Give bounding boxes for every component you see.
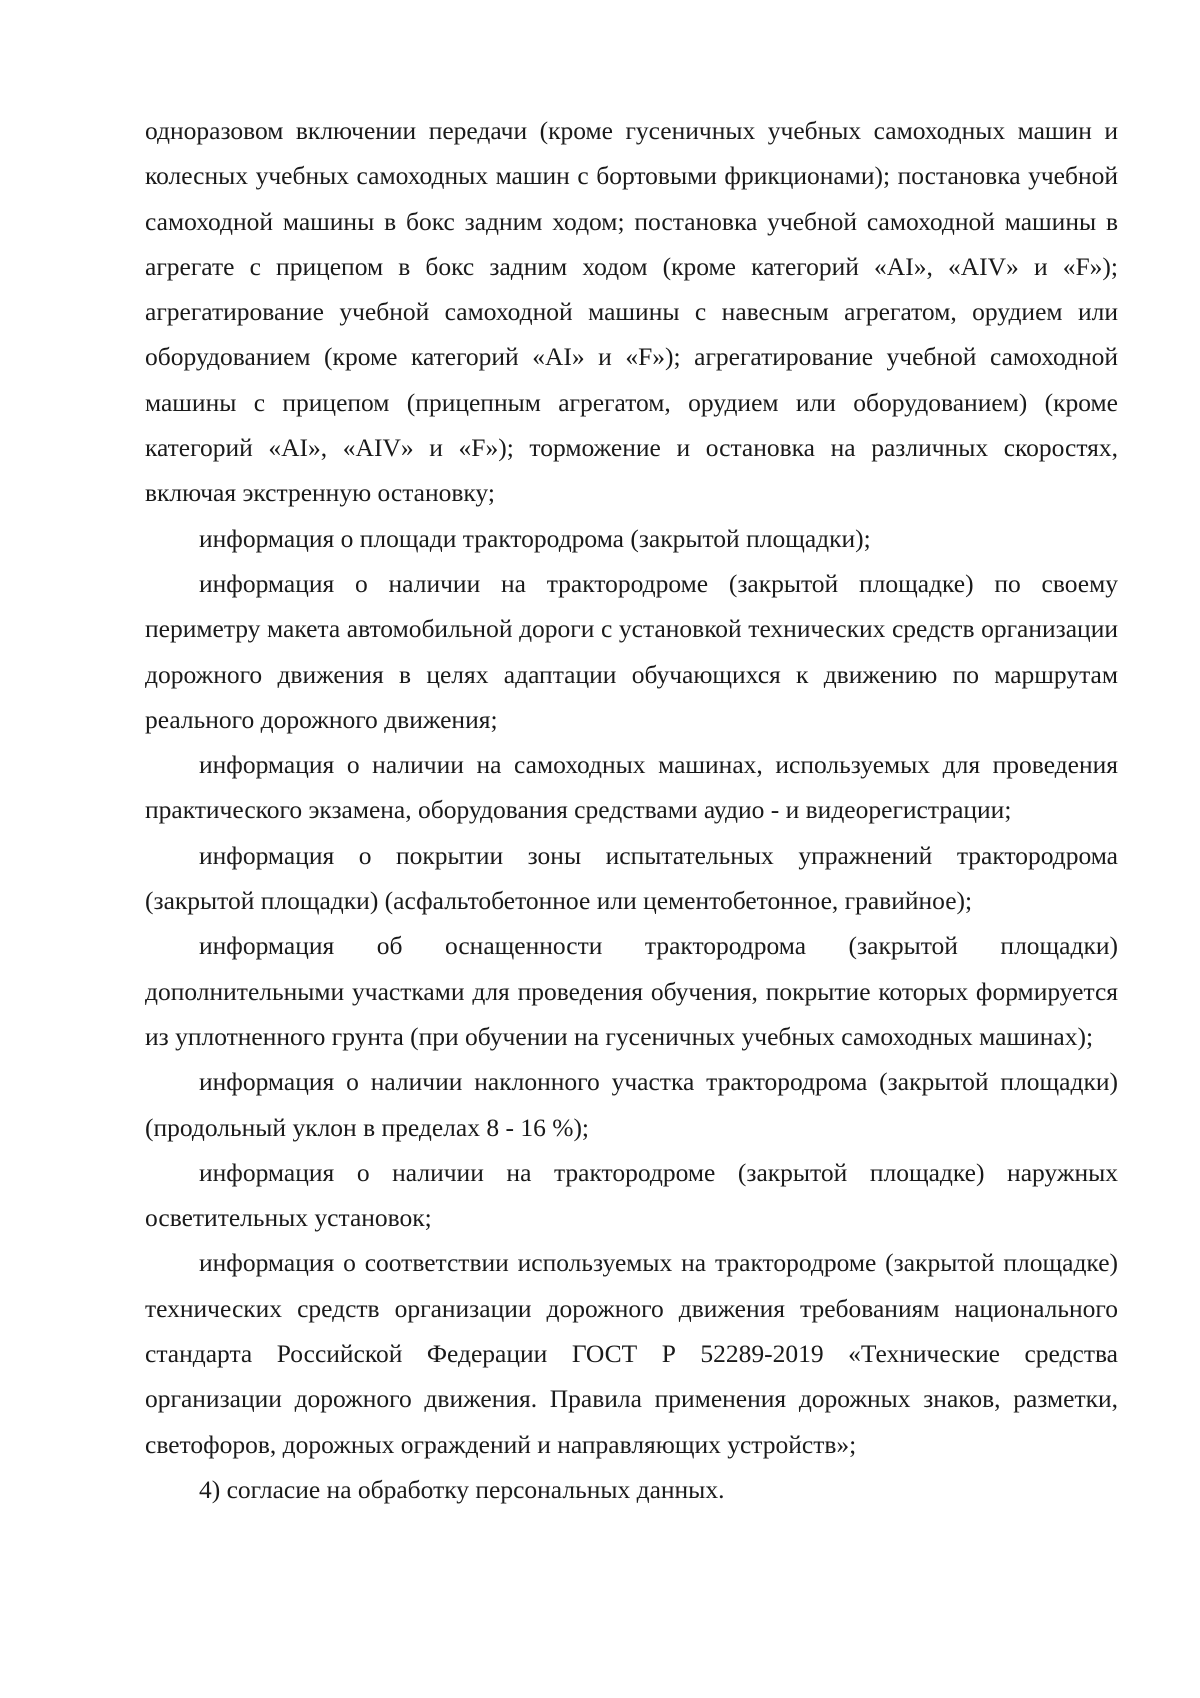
paragraph-standard-compliance-info: информация о соответствии используемых на трактородроме (закрытой площадке) технических средств организации дорожного движения требованиям национального стандарта Российской Федерации ГОСТ Р 52289-2019 «Технические средства организации дорожного движения. Правила применения дорожных знаков, разметки, светофоров, дорожных ограждений и направляющих устройств»; [145, 1248, 1118, 1459]
paragraph-tractor-area-info: информация о площади трактородрома (закрытой площадки); [199, 523, 871, 553]
paragraph-audio-video-info: информация о наличии на самоходных машинах, используемых для проведения практического экзамена, оборудования средствами аудио - и видеорегистрации; [145, 750, 1118, 825]
paragraph-continuation: одноразовом включении передачи (кроме гусеничных учебных самоходных машин и колесных учебных самоходных машин с бортовыми фрикционами); постановка учебной самоходной машины в бокс задним ходом; постановка учебной самоходной машины в агрегате с прицепом в бокс задним ходом (кроме категорий «AI», «AIV» и «F»); агрегатирование учебной самоходной машины с навесным агрегатом, орудием или оборудованием (кроме категорий «AI» и «F»); агрегатирование учебной самоходной машины с прицепом (прицепным агрегатом, орудием или оборудованием) (кроме категорий «AI», «AIV» и «F»); торможение и остановка на различных скоростях, включая экстренную остановку; [145, 116, 1118, 508]
paragraph-lighting-info: информация о наличии на трактородроме (закрытой площадке) наружных осветительных установок; [145, 1157, 1118, 1233]
paragraph-incline-info: информация о наличии наклонного участка трактородрома (закрытой площадки) (продольный уклон в пределах 8 - 16 %); [145, 1067, 1118, 1142]
document-body [145, 108, 1118, 1512]
paragraph-surface-info: информация о покрытии зоны испытательных упражнений трактородрома (закрытой площадки) (асфальтобетонное или цементобетонное, гравийное); [145, 840, 1118, 916]
paragraph-additional-areas-info: информация об оснащенности трактородрома (закрытой площадки) дополнительными участками для проведения обучения, покрытие которых формируется из уплотненного грунта (при обучении на гусеничных учебных самоходных машинах); [145, 931, 1118, 1051]
paragraph-road-model-info: информация о наличии на трактородроме (закрытой площадке) по своему периметру макета автомобильной дороги с установкой технических средств организации дорожного движения в целях адаптации обучающихся к движению по маршрутам реального дорожного движения; [145, 568, 1118, 734]
paragraph-personal-data-consent: 4) согласие на обработку персональных данных. [199, 1474, 725, 1504]
